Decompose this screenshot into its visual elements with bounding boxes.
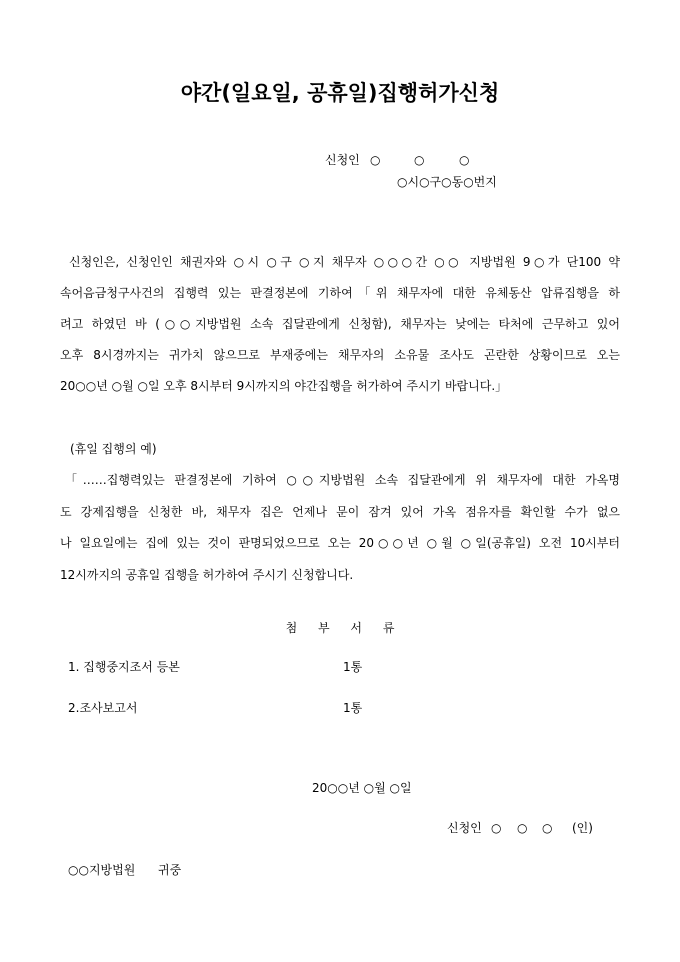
court-suffix: 귀중 <box>158 863 182 877</box>
attachment-name: 1. 집행중지조서 등본 <box>68 660 180 674</box>
body-line: 오후 8시경까지는 귀가치 않으므로 부재중에는 채무자의 소유물 조사도 곤란한 상황이므로 오는 <box>60 348 620 362</box>
signature-seal: (인) <box>572 821 593 835</box>
date-line: 20○○년 ○월 ○일 <box>312 781 412 795</box>
body-line: 신청인은, 신청인인 채권자와 ○시 ○구 ○지 채무자 ○○○간 ○○ 지방법원 9○가 단100 약 <box>69 255 620 269</box>
body-line: 려고 하였던 바 (○○지방법원 소속 집달관에게 신청함), 채무자는 낮에는 타처에 근무하고 있어 <box>60 317 620 331</box>
document-title: 야간(일요일, 공휴일)집행허가신청 <box>180 81 500 105</box>
body-line: 속어음금청구사건의 집행력 있는 판결정본에 기하여「위 채무자에 대한 유체동산 압류집행을 하 <box>60 286 620 300</box>
attachment-count: 1통 <box>343 660 363 674</box>
body-paragraph <box>60 247 620 402</box>
holiday-example-heading: (휴일 집행의 예) <box>70 442 157 456</box>
signature-name-part: ○ <box>517 821 528 835</box>
holiday-example-line: 나 일요일에는 집에 있는 것이 판명되었으므로 오는 20○○년 ○월 ○일(공휴일) 오전 10시부터 <box>60 536 620 550</box>
applicant-address: ○시○구○동○번지 <box>397 175 497 189</box>
signature-label: 신청인 <box>447 821 482 835</box>
applicant-label: 신청인 <box>325 153 360 167</box>
holiday-example-line: 「……집행력있는 판결정본에 기하여 ○○지방법원 소속 집달관에게 위 채무자에 대한 가옥명 <box>65 473 620 487</box>
applicant-name-part: ○ <box>414 153 425 167</box>
attachment-name: 2.조사보고서 <box>68 701 138 715</box>
signature-name-part: ○ <box>542 821 553 835</box>
attachments-heading: 첨 부 서 류 <box>285 621 395 635</box>
holiday-example-line: 도 강제집행을 신청한 바, 채무자 집은 언제나 문이 잠겨 있어 가옥 점유자를 확인할 수가 없으 <box>60 504 620 519</box>
body-line: 20○○년 ○월 ○일 오후 8시부터 9시까지의 야간집행을 허가하여 주시기 바랍니다.」 <box>60 379 508 393</box>
applicant-name-part: ○ <box>370 153 381 167</box>
attachment-count: 1통 <box>343 701 363 715</box>
signature-name-part: ○ <box>491 821 502 835</box>
applicant-name-part: ○ <box>459 153 470 167</box>
holiday-example-line: 12시까지의 공휴일 집행을 허가하여 주시기 신청합니다. <box>60 567 354 582</box>
holiday-example-paragraph <box>60 465 620 591</box>
court-name: ○○지방법원 <box>68 863 136 877</box>
